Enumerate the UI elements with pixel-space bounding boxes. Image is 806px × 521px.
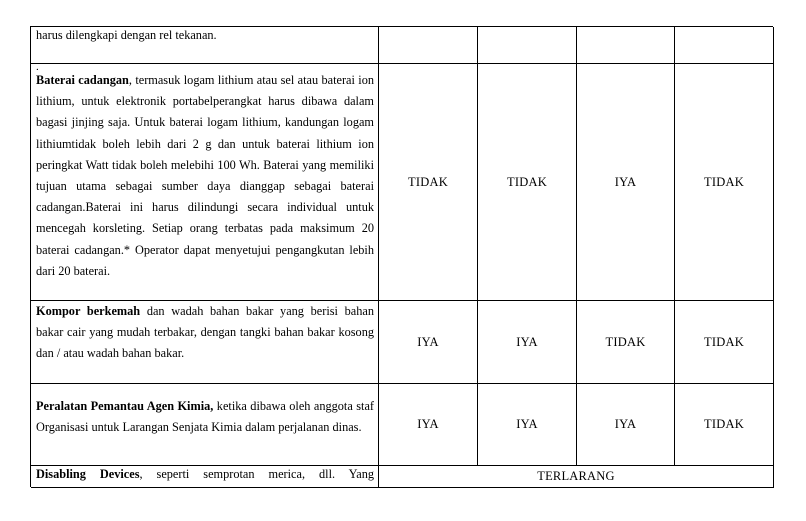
row-title: Kompor berkemah [36, 304, 141, 318]
row-title: Baterai cadangan [36, 73, 129, 87]
table-cell-value: IYA [577, 64, 675, 301]
table-cell-value: TIDAK [675, 64, 774, 301]
table-cell-value: TIDAK [577, 301, 675, 384]
table-cell-value: IYA [379, 301, 478, 384]
table-cell-value: TIDAK [675, 384, 774, 466]
table-cell-value: IYA [478, 384, 577, 466]
table-cell-value: TIDAK [478, 64, 577, 301]
row-text: dan wadah bahan bakar yang berisi bahan bakar cair yang mudah terbakar, dengan tangki bahan bakar kosong dan / atau wadah bahan bakar. [36, 304, 374, 361]
table-cell-status: TERLARANG [379, 466, 774, 488]
table-cell-value: IYA [379, 384, 478, 466]
table-cell-value: IYA [577, 384, 675, 466]
table-cell-value [577, 27, 675, 64]
table-row-description [31, 301, 379, 384]
table-cell-value [478, 27, 577, 64]
table-cell-value: IYA [478, 301, 577, 384]
row-title: Peralatan Pemantau Agen Kimia, [36, 399, 214, 413]
row-text: , termasuk logam lithium atau sel atau baterai ion lithium, untuk elektronik portabelperangkat harus dibawa dalam bagasi jinjing saja. Untuk baterai logam lithium, kandungan logam lithiumtidak boleh lebih dari 2 g dan untuk baterai lithium ion peringkat Watt tidak boleh melebihi 100 Wh. Baterai yang memiliki tujuan utama sebagai sumber daya dianggap sebagai baterai cadangan.Baterai ini harus dilindungi secara individual untuk mencegah korsleting. Setiap orang terbatas pada maksimum 20 baterai cadangan.* Operator dapat menyetujui pengangkutan lebih dari 20 baterai. [36, 73, 374, 278]
table-cell-value [675, 27, 774, 64]
table-row-description [31, 27, 379, 64]
row-title: Disabling Devices [36, 467, 140, 481]
row-text: harus dilengkapi dengan rel tekanan. [36, 28, 217, 42]
table-row-description [31, 466, 379, 488]
row-marker: . [36, 64, 39, 73]
table-row-description [31, 384, 379, 466]
dangerous-goods-table [30, 26, 773, 487]
table-cell-value: TIDAK [379, 64, 478, 301]
table-cell-value: TIDAK [675, 301, 774, 384]
row-text: , seperti semprotan merica, dll. Yang [139, 467, 374, 481]
table-row-description [31, 64, 379, 301]
row-text: ketika dibawa oleh anggota staf Organisasi untuk Larangan Senjata Kimia dalam perjalanan dinas. [36, 399, 374, 435]
row-line [36, 466, 374, 483]
table-cell-value [379, 27, 478, 64]
